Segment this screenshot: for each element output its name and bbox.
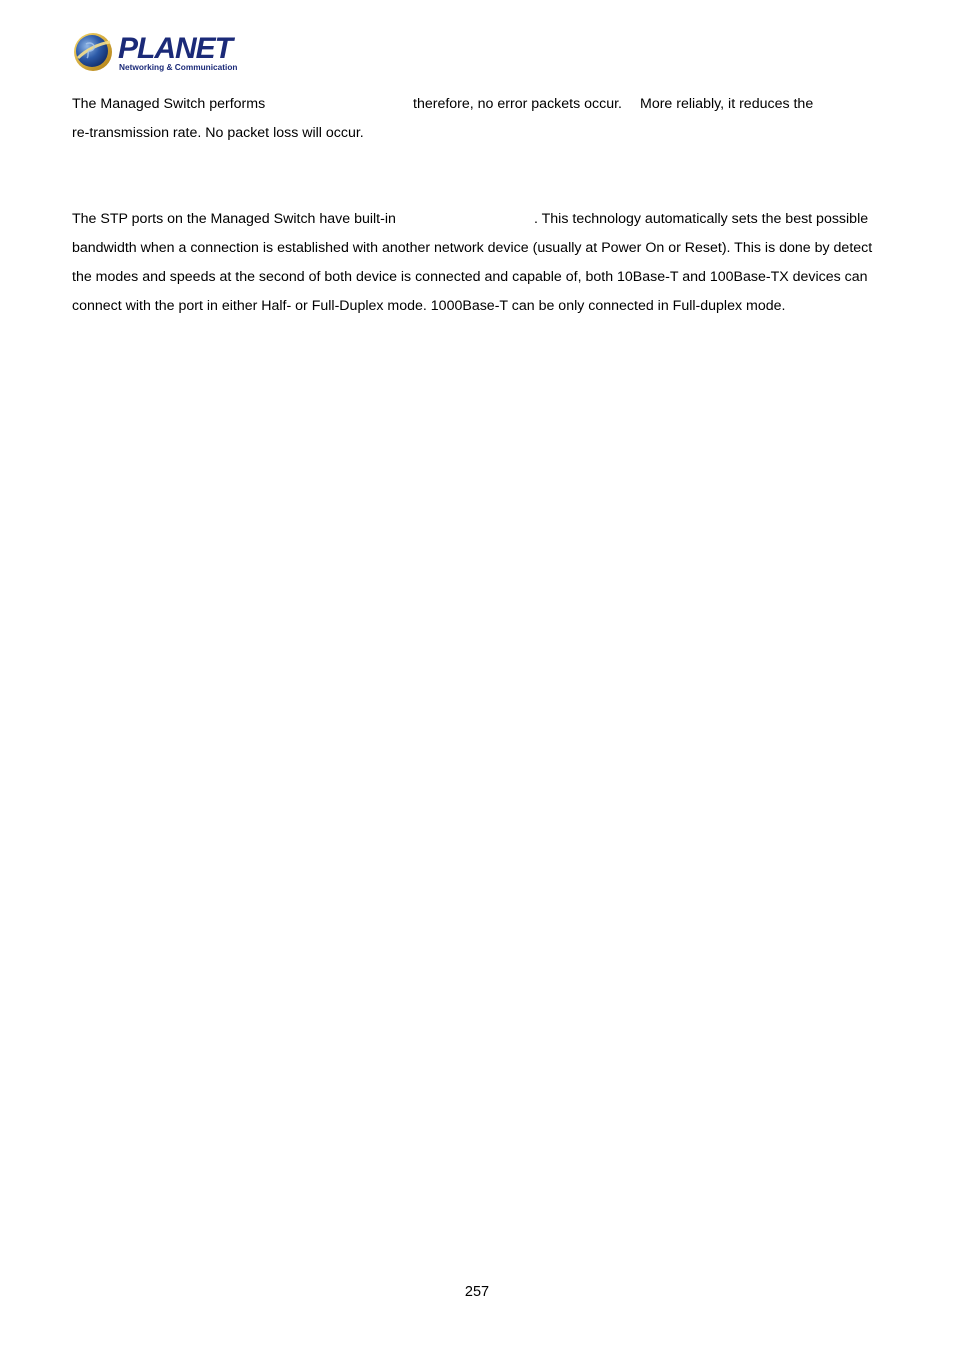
- paragraph-2-line-4: connect with the port in either Half- or Full-Duplex mode. 1000Base-T can be only connected in Full-duplex mode.: [72, 298, 786, 314]
- planet-globe-icon: [72, 30, 237, 75]
- paragraph-1-line-1: [72, 95, 892, 113]
- page-number: 257: [464, 1284, 490, 1300]
- planet-logo: [72, 30, 237, 75]
- paragraph-1-line-2: re-transmission rate. No packet loss will occur.: [72, 125, 364, 141]
- paragraph-2-line-2: bandwidth when a connection is established with another network device (usually at Power On or Reset). This is done by detect: [72, 240, 873, 256]
- paragraph-1-text-start: The Managed Switch performs: [72, 96, 266, 112]
- paragraph-2-line-1: [72, 210, 892, 228]
- paragraph-2-line-3: the modes and speeds at the second of both device is connected and capable of, both 10Base-T and 100Base-TX devices can: [72, 269, 868, 285]
- svg-text:Networking & Communication: Networking & Communication: [119, 62, 237, 72]
- paragraph-2-text-start: The STP ports on the Managed Switch have built-in: [72, 211, 396, 227]
- svg-text:PLANET: PLANET: [118, 32, 232, 65]
- paragraph-1-text-end: More reliably, it reduces the: [640, 96, 814, 112]
- paragraph-1-text-middle: therefore, no error packets occur.: [413, 96, 622, 112]
- paragraph-2-text-end: . This technology automatically sets the best possible: [534, 211, 869, 227]
